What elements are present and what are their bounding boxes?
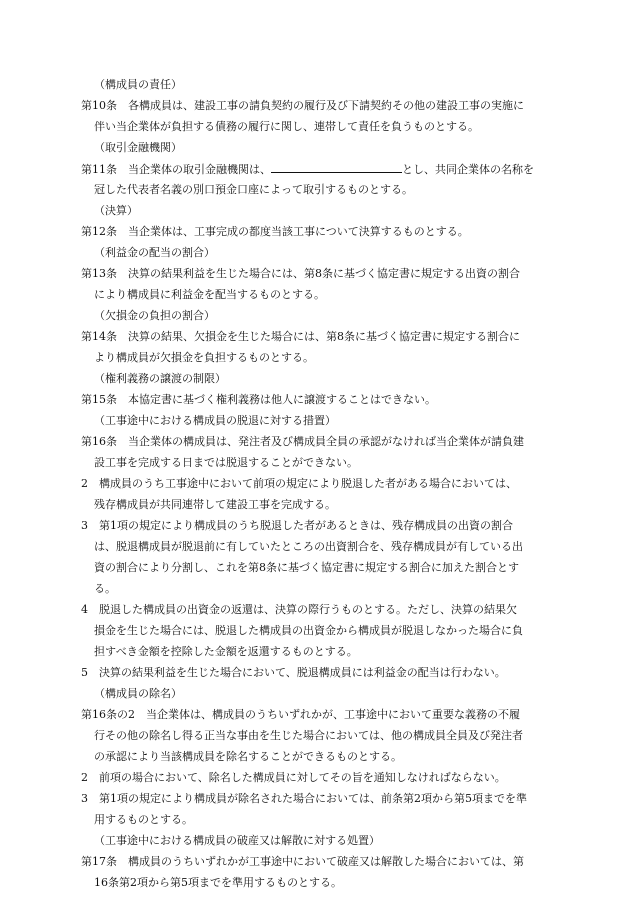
article-12-line-1: 第12条 当企業体は、工事完成の都度当該工事について決算するものとする。 <box>81 225 469 238</box>
article-11-text-before-blank: 第11条 当企業体の取引金融機関は、 <box>81 163 271 176</box>
article-11-line-2: 冠した代表者名義の別口預金口座によって取引するものとする。 <box>94 183 413 196</box>
article-14-line-2: より構成員が欠損金を負担するものとする。 <box>94 351 314 364</box>
article-16-2-line-3: の承認により当該構成員を除名することができるものとする。 <box>94 750 402 763</box>
article-13-line-1: 第13条 決算の結果利益を生じた場合には、第8条に基づく協定書に規定する出資の割合 <box>81 267 520 280</box>
article-16-para-4-line-3: 担すべき金額を控除した金額を返還するものとする。 <box>94 645 358 658</box>
article-16-para-2-line-1: 2 構成員のうち工事途中において前項の規定により脱退した者がある場合においては、 <box>81 477 517 490</box>
article-16-para-3-line-3: 資の割合により分割し、これを第8条に基づく協定書に規定する割合に加えた割合とす <box>94 561 519 574</box>
article-16-2-line-2: 行その他の除名し得る正当な事由を生じた場合においては、他の構成員全員及び発注者 <box>94 729 523 742</box>
article-16-para-4-line-2: 損金を生じた場合には、脱退した構成員の出資金から構成員が脱退しなかった場合に負 <box>94 624 523 637</box>
heading-article-13: （利益金の配当の割合） <box>94 246 215 259</box>
article-16-line-1: 第16条 当企業体の構成員は、発注者及び構成員全員の承認がなければ当企業体が請負建 <box>81 435 524 448</box>
article-11-text-after-blank: とし、共同企業体の名称を <box>402 163 534 176</box>
heading-article-14: （欠損金の負担の割合） <box>94 309 215 322</box>
article-16-para-3-line-1: 3 第1項の規定により構成員のうち脱退した者があるときは、残存構成員の出資の割合 <box>81 519 513 532</box>
article-17-line-1: 第17条 構成員のうちいずれかが工事途中において破産又は解散した場合においては、第 <box>81 855 524 868</box>
heading-article-15: （権利義務の譲渡の制限） <box>94 372 226 385</box>
article-10-line-2: 伴い当企業体が負担する債務の履行に関し、連帯して責任を負うものとする。 <box>94 120 479 133</box>
article-16-line-2: 設工事を完成する日までは脱退することができない。 <box>94 456 358 469</box>
article-16-para-3-line-2: は、脱退構成員が脱退前に有していたところの出資割合を、残存構成員が有している出 <box>94 540 523 553</box>
article-16-para-2-line-2: 残存構成員が共同連帯して建設工事を完成する。 <box>94 498 336 511</box>
article-16-para-5-line-1: 5 決算の結果利益を生じた場合において、脱退構成員には利益金の配当は行わない。 <box>81 666 506 679</box>
article-16-para-4-line-1: 4 脱退した構成員の出資金の返還は、決算の際行うものとする。ただし、決算の結果欠 <box>81 603 517 616</box>
article-16-2-line-1: 第16条の2 当企業体は、構成員のうちいずれかが、工事途中において重要な義務の不履 <box>81 708 520 721</box>
article-16-para-3-line-4: る。 <box>94 582 116 595</box>
heading-article-11: （取引金融機関） <box>94 141 182 154</box>
heading-article-17: （工事途中における構成員の破産又は解散に対する処置） <box>94 834 380 847</box>
article-16-2-para-3-line-1: 3 第1項の規定により構成員が除名された場合においては、前条第2項から第5項までを準 <box>81 792 527 805</box>
article-10-line-1: 第10条 各構成員は、建設工事の請負契約の履行及び下請契約その他の建設工事の実施に <box>81 99 524 112</box>
heading-article-16: （工事途中における構成員の脱退に対する措置） <box>94 414 336 427</box>
heading-article-10: （構成員の責任） <box>94 78 182 91</box>
article-17-line-2: 16条第2項から第5項までを準用するものとする。 <box>94 876 342 889</box>
article-15-line-1: 第15条 本協定書に基づく権利義務は他人に譲渡することはできない。 <box>81 393 436 406</box>
heading-article-12: （決算） <box>94 204 138 217</box>
article-16-2-para-2-line-1: 2 前項の場合において、除名した構成員に対してその旨を通知しなければならない。 <box>81 771 506 784</box>
article-16-2-para-3-line-2: 用するものとする。 <box>94 813 193 826</box>
article-14-line-1: 第14条 決算の結果、欠損金を生じた場合には、第8条に基づく協定書に規定する割合に <box>81 330 520 343</box>
heading-article-16-2: （構成員の除名） <box>94 687 182 700</box>
article-13-line-2: により構成員に利益金を配当するものとする。 <box>94 288 325 301</box>
bank-name-blank-field <box>271 161 402 173</box>
article-11-line-1 <box>81 161 534 178</box>
